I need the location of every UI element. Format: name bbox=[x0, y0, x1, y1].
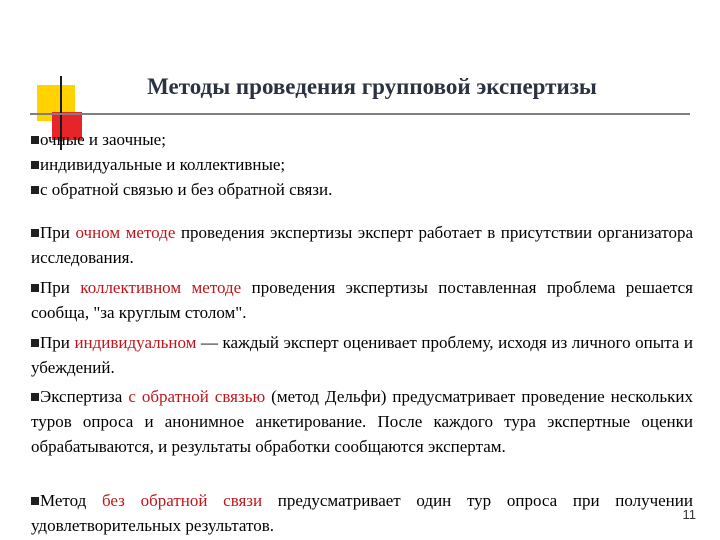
paragraph-collective-method: При коллективном методе проведения экспертизы поставленная проблема решается сообща, "за круглым столом". bbox=[31, 278, 694, 322]
bullet-square-icon bbox=[31, 229, 39, 237]
paragraph-in-person-method: При очном методе проведения экспертизы эксперт работает в присутствии организатора исследования. bbox=[31, 223, 694, 267]
bullet-square-icon bbox=[31, 161, 39, 169]
bullet-square-icon bbox=[31, 339, 39, 347]
list-item: с обратной связью и без обратной связи. bbox=[31, 177, 332, 202]
paragraph-no-feedback-method: Метод без обратной связи предусматривает один тур опроса при получении удовлетворительных результатов. bbox=[31, 491, 693, 535]
slide-title: Методы проведения групповой экспертизы bbox=[147, 74, 597, 99]
highlight-term: очном методе bbox=[75, 223, 176, 242]
bullet-square-icon bbox=[31, 186, 39, 194]
paragraph-individual-method: При индивидуальном — каждый эксперт оценивает проблему, исходя из личного опыта и убеждений. bbox=[31, 333, 694, 377]
bullet-square-icon bbox=[31, 393, 39, 401]
list-item: очные и заочные; bbox=[31, 127, 332, 152]
highlight-term: с обратной связью bbox=[128, 387, 266, 406]
bullet-square-icon bbox=[31, 284, 39, 292]
bullet-square-icon bbox=[31, 497, 39, 505]
highlight-term: коллективном методе bbox=[80, 278, 242, 297]
highlight-term: без обратной связи bbox=[102, 491, 263, 510]
highlight-term: индивидуальном bbox=[74, 333, 197, 352]
list-item: индивидуальные и коллективные; bbox=[31, 152, 332, 177]
bullet-square-icon bbox=[31, 136, 39, 144]
decor-horizontal-line bbox=[30, 113, 690, 115]
paragraph-feedback-method: Экспертиза с обратной связью (метод Дельфи) предусматривает проведение нескольких туров опроса и анонимное анкетирование. После каждого тура экспертные оценки обрабатываются, и результаты обработки сообщаются экспертам. bbox=[31, 387, 694, 456]
page-number: 11 bbox=[682, 507, 696, 522]
methods-list bbox=[31, 127, 332, 202]
